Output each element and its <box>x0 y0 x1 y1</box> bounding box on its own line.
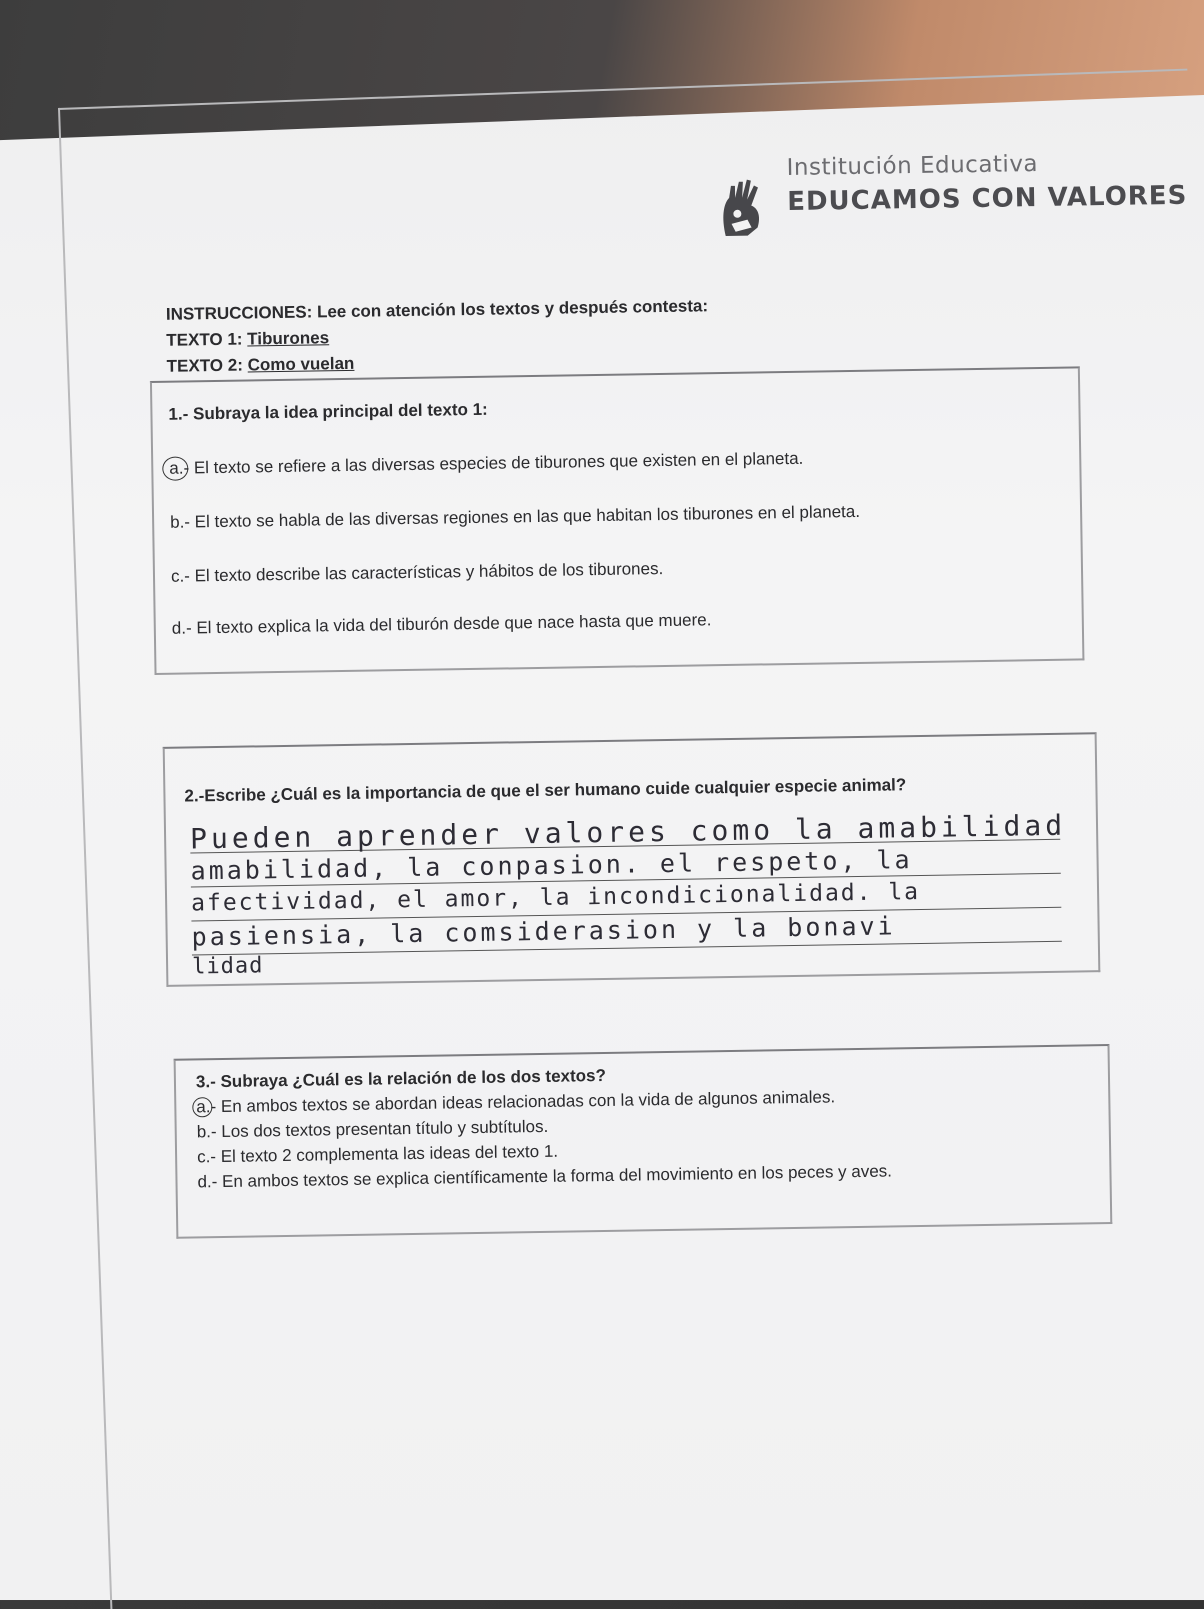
instructions-text: INSTRUCCIONES: Lee con atención los textos y después contesta: <box>165 296 709 324</box>
institution-name: EDUCAMOS CON VALORES <box>786 180 1188 217</box>
handwritten-answer-line: amabilidad, la conpasion. el respeto, la <box>190 845 913 886</box>
handwritten-answer-line: pasiensia, la comsiderasion y la bonavi <box>191 911 896 952</box>
institution-label: Institución Educativa <box>786 151 1039 182</box>
institution-logo <box>716 141 1188 238</box>
question1-prompt: 1.- Subraya la idea principal del texto 1: <box>168 399 488 424</box>
question3-option-a[interactable]: a.- En ambos textos se abordan ideas relacionadas con la vida de algunos animales. <box>196 1087 836 1117</box>
text2-title: Como vuelan <box>247 353 355 375</box>
handwritten-answer-line: lidad <box>191 953 264 980</box>
question1-option-c[interactable]: c.- El texto describe las características y hábitos de los tiburones. <box>170 558 664 586</box>
handwritten-answer-line: afectividad, el amor, la incondicionalidad. la <box>190 878 921 917</box>
text1-prefix: TEXTO 1: <box>166 329 243 350</box>
question3-prompt: 3.- Subraya ¿Cuál es la relación de los dos textos? <box>195 1065 607 1092</box>
question1-option-d[interactable]: d.- El texto explica la vida del tiburón desde que nace hasta que muere. <box>171 610 712 638</box>
hand-logo-icon <box>717 177 778 238</box>
handwritten-answer-line: Pueden aprender valores como la amabilidad <box>189 808 1067 856</box>
text2-line <box>167 354 355 377</box>
question1-option-a[interactable]: a.- El texto se refiere a las diversas especies de tiburones que existen en el planeta. <box>169 448 804 478</box>
question3-option-c[interactable]: c.- El texto 2 complementa las ideas del texto 1. <box>196 1141 559 1167</box>
text1-title: Tiburones <box>247 328 330 349</box>
question1-option-b[interactable]: b.- El texto se habla de las diversas regiones en las que habitan los tiburones en el planeta. <box>170 501 861 532</box>
text1-line <box>166 328 329 351</box>
question3-option-d[interactable]: d.- En ambos textos se explica científicamente la forma del movimiento en los peces y aves. <box>197 1161 893 1192</box>
text2-prefix: TEXTO 2: <box>166 355 244 376</box>
question3-option-b[interactable]: b.- Los dos textos presentan título y subtítulos. <box>196 1116 549 1142</box>
question2-prompt: 2.-Escribe ¿Cuál es la importancia de que el ser humano cuide cualquier especie animal? <box>184 775 907 806</box>
